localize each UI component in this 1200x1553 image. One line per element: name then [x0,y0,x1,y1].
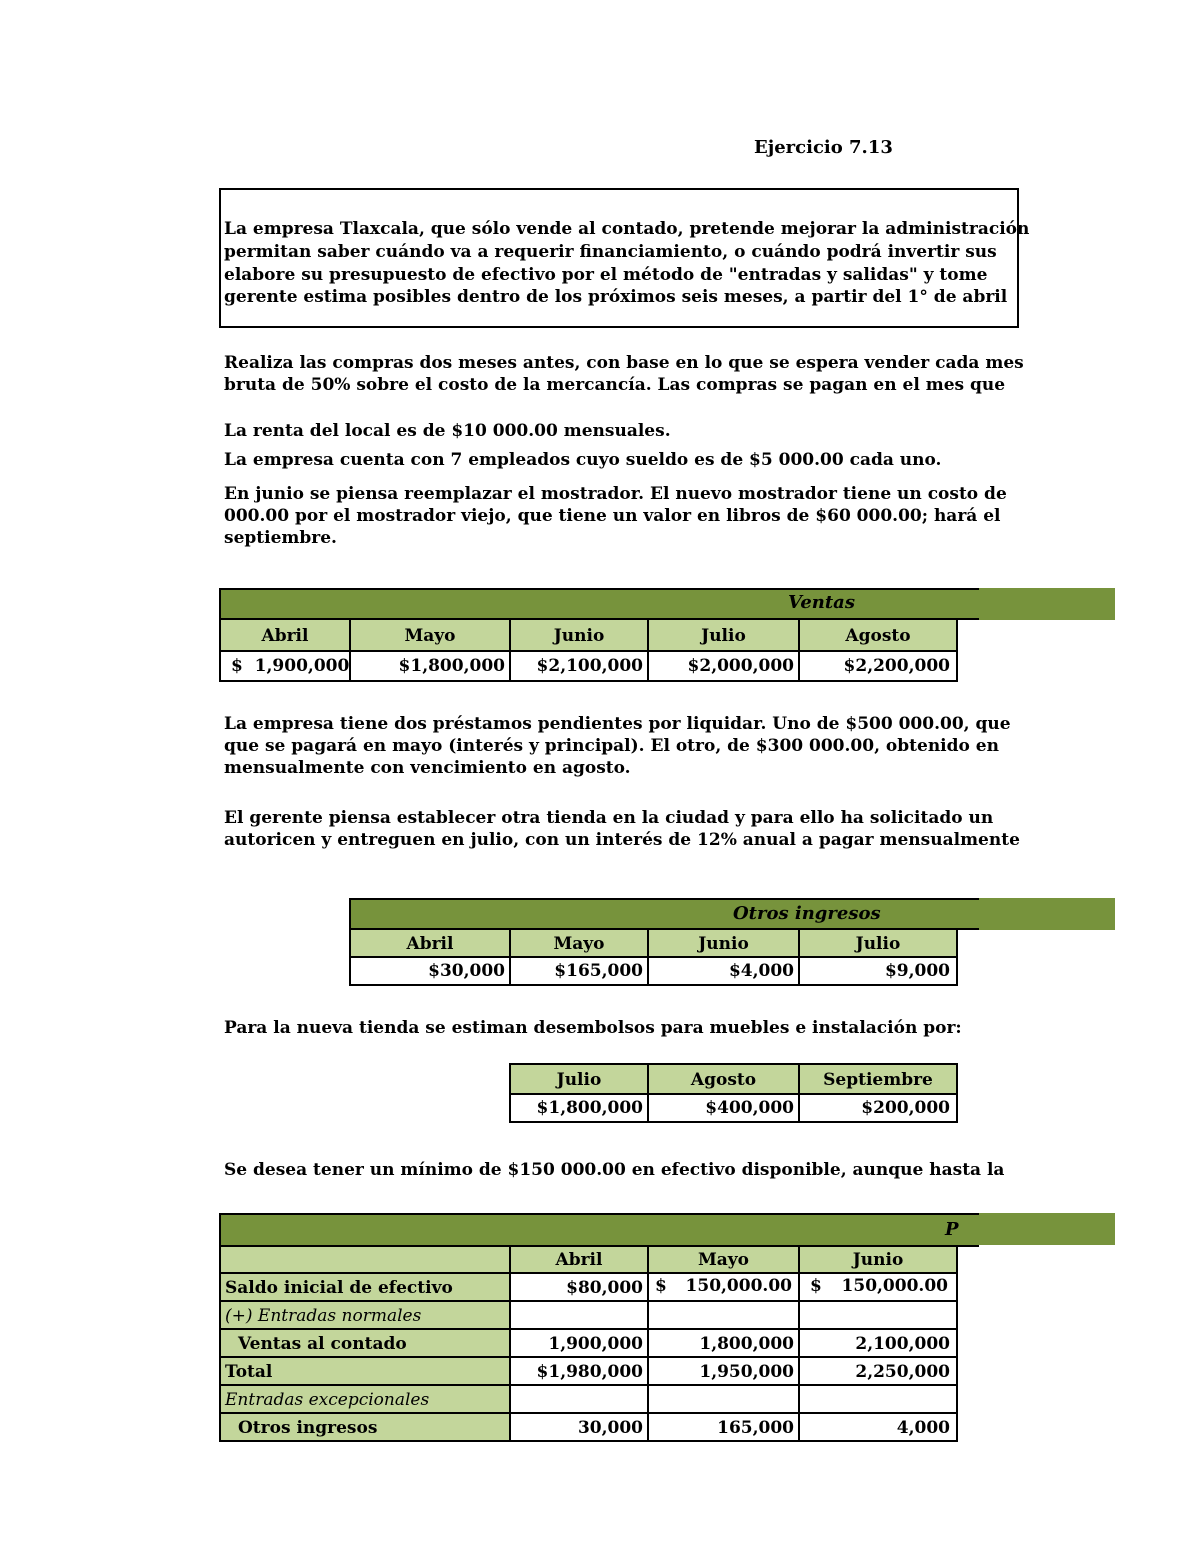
page-title: Ejercicio 7.13 [754,137,893,158]
compras-line: Realiza las compras dos meses antes, con base en lo que se espera vender cada mes [224,353,1024,373]
presupuesto-cell [798,1384,958,1414]
presupuesto-cell: 2,100,000 [798,1328,958,1358]
presupuesto-cell [798,1300,958,1330]
ventas-header: Abril [219,618,351,652]
ventas-header: Agosto [798,618,958,652]
presupuesto-row-label: Otros ingresos [219,1412,511,1442]
otros-value: $4,000 [647,956,800,986]
otros-title-bar [349,898,979,930]
desembolsos-header: Agosto [647,1063,800,1095]
ventas-title: Ventas [788,592,855,613]
ventas-value: $ 1,900,000 [219,650,351,682]
presupuesto-cell: $80,000 [509,1272,649,1302]
mostrador-line: 000.00 por el mostrador viejo, que tiene un valor en libros de $60 000.00; hará el [224,506,1001,526]
presupuesto-cell: $1,980,000 [509,1356,649,1386]
desembolsos-value: $1,800,000 [509,1093,649,1123]
presupuesto-title-bar-ext [955,1213,1115,1245]
tienda-line: El gerente piensa establecer otra tienda en la ciudad y para ello ha solicitado un [224,808,994,828]
presupuesto-cell: 1,900,000 [509,1328,649,1358]
presupuesto-cell: 165,000 [647,1412,800,1442]
presupuesto-cell: 30,000 [509,1412,649,1442]
presupuesto-header: Mayo [647,1245,800,1274]
presupuesto-row-label: Entradas excepcionales [219,1384,511,1414]
currency-sign: $ [810,1276,822,1296]
otros-value: $9,000 [798,956,958,986]
presupuesto-cell: 150,000.00 [841,1276,948,1296]
presupuesto-row-label: (+) Entradas normales [219,1300,511,1330]
desembolsos-line: Para la nueva tienda se estiman desembolsos para muebles e instalación por: [224,1018,962,1038]
presupuesto-cell: 2,250,000 [798,1356,958,1386]
ventas-header: Julio [647,618,800,652]
ventas-header: Mayo [349,618,511,652]
presupuesto-cell: 1,800,000 [647,1328,800,1358]
otros-value: $30,000 [349,956,511,986]
presupuesto-cell: 150,000.00 [685,1276,792,1296]
presupuesto-row-label: Ventas al contado [219,1328,511,1358]
mostrador-line: En junio se piensa reemplazar el mostrador. El nuevo mostrador tiene un costo de [224,484,1007,504]
otros-header: Mayo [509,928,649,958]
desembolsos-header: Septiembre [798,1063,958,1095]
compras-line: bruta de 50% sobre el costo de la mercancía. Las compras se pagan en el mes que [224,375,1006,395]
ventas-value: $2,100,000 [509,650,649,682]
presupuesto-cell [509,1384,649,1414]
otros-value: $165,000 [509,956,649,986]
ventas-title-bar [219,588,979,620]
ventas-header: Junio [509,618,649,652]
otros-header: Junio [647,928,800,958]
presupuesto-row-label: Total [219,1356,511,1386]
prestamos-line: mensualmente con vencimiento en agosto. [224,758,631,778]
otros-header: Julio [798,928,958,958]
desembolsos-value: $400,000 [647,1093,800,1123]
presupuesto-cell: 4,000 [798,1412,958,1442]
renta-line: La renta del local es de $10 000.00 mensuales. [224,421,671,441]
desembolsos-header: Julio [509,1063,649,1095]
intro-line: La empresa Tlaxcala, que sólo vende al contado, pretende mejorar la administración [224,219,1030,239]
presupuesto-title-bar [219,1213,979,1247]
intro-line: gerente estima posibles dentro de los próximos seis meses, a partir del 1° de abril [224,287,1008,307]
ventas-value: $2,000,000 [647,650,800,682]
presupuesto-header: Junio [798,1245,958,1274]
mostrador-line: septiembre. [224,528,337,548]
ventas-title-bar-ext [955,588,1115,620]
intro-line: permitan saber cuándo va a requerir financiamiento, o cuándo podrá invertir sus [224,242,997,262]
otros-header: Abril [349,928,511,958]
presupuesto-header-empty [219,1245,511,1274]
minimo-line: Se desea tener un mínimo de $150 000.00 en efectivo disponible, aunque hasta la [224,1160,1005,1180]
ventas-value: $2,200,000 [798,650,958,682]
desembolsos-value: $200,000 [798,1093,958,1123]
prestamos-line: La empresa tiene dos préstamos pendientes por liquidar. Uno de $500 000.00, que [224,714,1011,734]
presupuesto-cell [647,1300,800,1330]
empleados-line: La empresa cuenta con 7 empleados cuyo sueldo es de $5 000.00 cada uno. [224,450,942,470]
currency-sign: $ [655,1276,667,1296]
tienda-line: autoricen y entreguen en julio, con un interés de 12% anual a pagar mensualmente [224,830,1020,850]
otros-title-bar-ext [955,898,1115,930]
presupuesto-title: P [945,1219,959,1240]
otros-title: Otros ingresos [733,903,881,924]
presupuesto-cell [509,1300,649,1330]
presupuesto-header: Abril [509,1245,649,1274]
prestamos-line: que se pagará en mayo (interés y principal). El otro, de $300 000.00, obtenido en [224,736,999,756]
presupuesto-cell [647,1384,800,1414]
ventas-value: $1,800,000 [349,650,511,682]
presupuesto-cell: 1,950,000 [647,1356,800,1386]
presupuesto-row-label: Saldo inicial de efectivo [219,1272,511,1302]
intro-line: elabore su presupuesto de efectivo por el método de "entradas y salidas" y tome [224,265,988,285]
